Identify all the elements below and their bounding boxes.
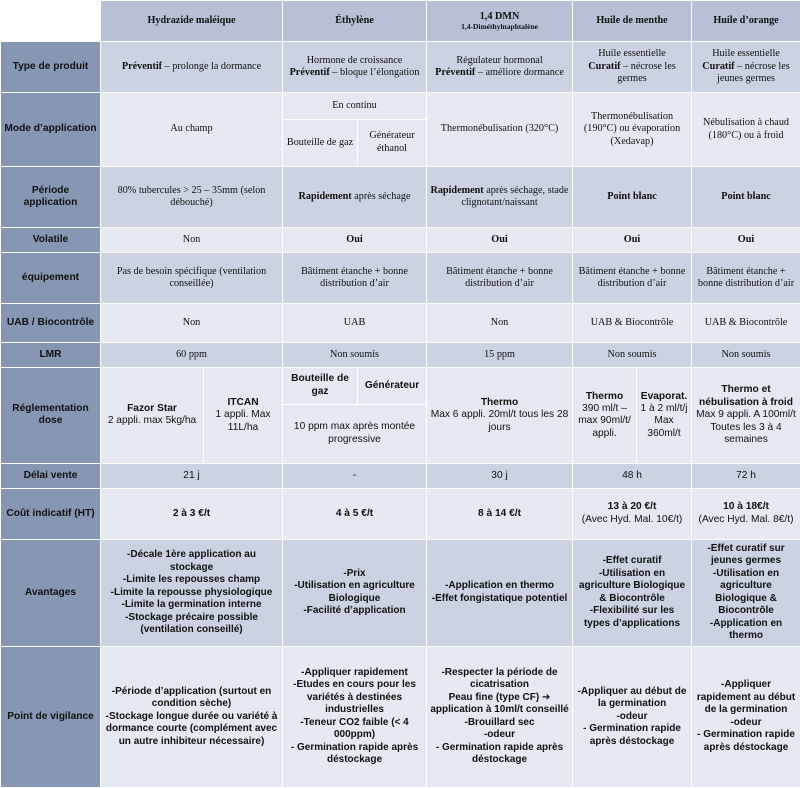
uab-dmn: Non (427, 304, 573, 343)
periode-orange: Point blanc (692, 166, 800, 227)
row-avantages (1, 539, 800, 646)
list-item: -Effet fongistatique potentiel (431, 592, 568, 604)
label-type-produit: Type de produit (1, 41, 101, 92)
lmr-orange: Non soumis (692, 343, 800, 368)
corner-cell (1, 1, 101, 42)
cout-ethylene: 4 à 5 €/t (283, 488, 427, 539)
regl-fazor-title: Fazor Star (127, 403, 177, 415)
label-volatile: Volatile (1, 228, 101, 253)
header-menthe: Huile de menthe (573, 1, 692, 42)
type-menthe-pre: Huile essentielle (598, 48, 666, 60)
equipement-hydrazide: Pas de besoin spécifique (ventilation conseillée) (101, 253, 283, 304)
list-item: -Application en thermo (445, 580, 554, 592)
list-item: -Décale 1ère application au stockage (127, 549, 256, 573)
periode-dmn-bold: Rapidement (430, 184, 484, 196)
list-item: -Utilisation en agriculture Biologique (294, 580, 415, 604)
row-uab (1, 304, 800, 343)
label-reglementation: Réglementation dose (1, 367, 101, 463)
cout-orange-note: (Avec Hyd. Mal. 8€/t) (698, 513, 794, 525)
cout-menthe-value: 13 à 20 €/t (607, 501, 657, 513)
avantages-dmn-list (430, 580, 569, 605)
uab-menthe: UAB & Biocontrôle (573, 304, 692, 343)
row-vigilance (1, 646, 800, 787)
equipement-ethylene: Bâtiment étanche + bonne distribution d’air (283, 253, 427, 304)
list-item: -Limite les repousses champ (122, 574, 261, 585)
row-periode (1, 166, 800, 227)
list-item: -Stockage précaire possible (ventilation conseillé) (125, 611, 258, 635)
list-item: -Effet curatif sur jeunes germes (707, 542, 785, 567)
mode-ethylene-generateur: Générateur éthanol (358, 119, 427, 166)
vigilance-orange-list (695, 679, 797, 754)
label-delai: Délai vente (1, 464, 101, 489)
uab-orange: UAB & Biocontrôle (692, 304, 800, 343)
type-ethylene-bold: Préventif (289, 67, 330, 79)
regl-fazor (101, 367, 204, 463)
mode-hydrazide: Au champ (101, 93, 283, 167)
regl-dmn-body: Max 6 appli. 20ml/t tous les 28 jours (430, 409, 569, 433)
regl-dmn (427, 367, 573, 463)
equipement-menthe: Bâtiment étanche + bonne distribution d’air (573, 253, 692, 304)
regl-fazor-body: 2 appli. max 5kg/ha (107, 415, 197, 427)
list-item: -Flexibilité sur les types d’applications (583, 605, 681, 629)
cout-hydrazide: 2 à 3 €/t (101, 488, 283, 539)
avantages-menthe (573, 539, 692, 646)
vigilance-ethylene-list (286, 667, 423, 767)
header-orange: Huile d’orange (692, 1, 800, 42)
type-dmn-bold: Préventif (435, 67, 476, 79)
mode-orange: Nébulisation à chaud (180°C) ou à froid (692, 93, 800, 167)
list-item: -odeur (483, 729, 516, 741)
regl-menthe-thermo-body: 390 ml/t – max 90ml/t/ appli. (578, 403, 631, 439)
row-equipement (1, 253, 800, 304)
list-item: Peau fine (type CF) ➔ application à 10ml/t conseillé (430, 691, 569, 716)
type-ethylene-pre: Hormone de croissance (306, 54, 403, 66)
volatile-dmn: Oui (427, 228, 573, 253)
volatile-orange: Oui (692, 228, 800, 253)
regl-orange-title: Thermo et nébulisation à froid (699, 384, 793, 408)
list-item: -Etudes en cours pour les variétés à destinées industrielles (293, 679, 416, 716)
cout-orange-value: 10 à 18€/t (723, 501, 769, 513)
list-item: - Germination rapide après déstockage (435, 741, 564, 766)
vigilance-hydrazide (101, 646, 283, 787)
mode-dmn: Thermonébulisation (320°C) (427, 93, 573, 167)
list-item: -Utilisation en agriculture Biologique & Biocontrôle (712, 567, 780, 617)
vigilance-menthe-list (576, 686, 688, 749)
label-cout: Coût indicatif (HT) (1, 488, 101, 539)
uab-ethylene: UAB (283, 304, 427, 343)
regl-itcan-body: 1 appli. Max 11L/ha (215, 409, 271, 433)
list-item: -odeur (730, 716, 762, 728)
list-item: -Appliquer rapidement au début de la germination (696, 679, 796, 716)
list-item: - Germination rapide après déstockage (697, 729, 795, 753)
type-hydrazide (101, 41, 283, 92)
cout-orange (692, 488, 800, 539)
volatile-menthe: Oui (573, 228, 692, 253)
row-cout (1, 488, 800, 539)
avantages-menthe-list (576, 555, 688, 630)
list-item: -Respecter la période de cicatrisation (441, 666, 558, 691)
list-item: -Limite la repousse physiologique (110, 586, 273, 598)
uab-hydrazide: Non (101, 304, 283, 343)
vigilance-orange (692, 646, 800, 787)
volatile-hydrazide: Non (101, 228, 283, 253)
label-periode: Période application (1, 166, 101, 227)
type-orange-rest: – nécrose les jeunes germes (717, 60, 790, 85)
avantages-orange (692, 539, 800, 646)
list-item: -Limite la germination interne (121, 599, 262, 610)
equipement-orange: Bâtiment étanche + bonne distribution d’air (692, 253, 800, 304)
list-item: -Stockage longue durée ou variété à dormance courte (complément avec un autre inhibiteur nécessaire) (105, 710, 278, 747)
type-menthe-rest: – nécrose les germes (617, 60, 676, 85)
cout-menthe-note: (Avec Hyd. Mal. 10€/t) (581, 513, 683, 525)
list-item: -Teneur CO2 faible (< 4 000ppm) (300, 716, 409, 741)
regl-menthe-evap-body: 1 à 2 ml/t/j Max 360ml/t (640, 403, 688, 439)
list-item: -Application en thermo (709, 617, 783, 642)
delai-dmn: 30 j (427, 464, 573, 489)
type-ethylene (283, 41, 427, 92)
list-item: -Utilisation en agriculture Biologique & Biocontrôle (578, 567, 686, 604)
list-item: -Facilité d’application (303, 605, 406, 617)
lmr-dmn: 15 ppm (427, 343, 573, 368)
regl-dmn-title: Thermo (480, 396, 519, 408)
delai-hydrazide: 21 j (101, 464, 283, 489)
equipement-dmn: Bâtiment étanche + bonne distribution d’air (427, 253, 573, 304)
avantages-hydrazide-list (104, 549, 279, 637)
vigilance-dmn (427, 646, 573, 787)
regl-orange (692, 367, 800, 463)
vigilance-dmn-list (430, 667, 569, 767)
delai-orange: 72 h (692, 464, 800, 489)
cout-dmn: 8 à 14 €/t (427, 488, 573, 539)
vigilance-ethylene (283, 646, 427, 787)
label-lmr: LMR (1, 343, 101, 368)
type-menthe-bold: Curatif (588, 60, 621, 72)
type-dmn (427, 41, 573, 92)
row-volatile (1, 228, 800, 253)
label-uab: UAB / Biocontrôle (1, 304, 101, 343)
regl-itcan-title: ITCAN (227, 396, 259, 408)
header-ethylene: Éthylène (283, 1, 427, 42)
regl-itcan (204, 367, 283, 463)
header-dmn-subtitle: 1,4-Diméthylnaphtalène (461, 22, 538, 32)
regl-menthe-evap-title: Evaporat. (640, 390, 688, 402)
vigilance-menthe (573, 646, 692, 787)
periode-hydrazide: 80% tubercules > 25 – 35mm (selon débouché) (101, 166, 283, 227)
type-hydrazide-bold: Préventif (121, 60, 163, 72)
regl-ethylene-generateur: Générateur (358, 367, 427, 404)
type-dmn-pre: Régulateur hormonal (456, 54, 543, 66)
periode-ethylene-bold: Rapidement (298, 191, 352, 202)
lmr-ethylene: Non soumis (283, 343, 427, 368)
lmr-menthe: Non soumis (573, 343, 692, 368)
regl-ethylene-bouteille: Bouteille de gaz (283, 367, 358, 404)
periode-ethylene (283, 166, 427, 227)
list-item: -Brouillard sec (464, 716, 535, 728)
label-avantages: Avantages (1, 539, 101, 646)
periode-menthe: Point blanc (573, 166, 692, 227)
type-orange (692, 41, 800, 92)
cout-menthe (573, 488, 692, 539)
mode-menthe: Thermonébulisation (190°C) ou évaporation (Xedavap) (573, 93, 692, 167)
list-item: -Prix (343, 567, 366, 579)
mode-ethylene-bouteille: Bouteille de gaz (283, 119, 358, 166)
regl-ethylene-body: 10 ppm max après montée progressive (283, 404, 427, 463)
avantages-ethylene (283, 539, 427, 646)
header-dmn-title: 1,4 DMN (479, 10, 520, 22)
type-dmn-rest: – améliore dormance (475, 67, 564, 79)
vigilance-hydrazide-list (104, 686, 279, 749)
type-orange-bold: Curatif (702, 60, 735, 72)
regl-menthe-evap (637, 367, 692, 463)
regl-orange-body: Max 9 appli. A 100ml/t Toutes les 3 à 4 semaines (696, 409, 796, 446)
list-item: - Germination rapide après déstockage (583, 723, 681, 747)
label-mode-application: Mode d’application (1, 93, 101, 167)
type-hydrazide-rest: – prolonge la dormance (162, 60, 262, 72)
type-ethylene-rest: – bloque l’élongation (329, 67, 420, 79)
label-vigilance: Point de vigilance (1, 646, 101, 787)
type-menthe (573, 41, 692, 92)
row-lmr (1, 343, 800, 368)
delai-menthe: 48 h (573, 464, 692, 489)
header-row (1, 1, 800, 42)
list-item: -Appliquer rapidement (301, 666, 408, 678)
list-item: -Appliquer au début de la germination (577, 685, 687, 710)
regl-menthe-thermo (573, 367, 637, 463)
periode-ethylene-rest: après séchage (351, 191, 411, 202)
type-orange-pre: Huile essentielle (712, 48, 780, 60)
avantages-ethylene-list (286, 568, 423, 618)
row-type-produit (1, 41, 800, 92)
list-item: -odeur (616, 710, 648, 722)
row-reglementation (1, 367, 800, 404)
list-item: -Période d’application (surtout en condition sèche) (111, 685, 272, 710)
avantages-orange-list (695, 543, 797, 643)
row-mode-application (1, 93, 800, 120)
label-equipement: équipement (1, 253, 101, 304)
periode-dmn (427, 166, 573, 227)
list-item: -Effet curatif (602, 555, 662, 567)
mode-ethylene-continu: En continu (283, 93, 427, 120)
avantages-dmn (427, 539, 573, 646)
regl-menthe-thermo-title: Thermo (585, 390, 624, 402)
header-dmn (427, 1, 573, 42)
lmr-hydrazide: 60 ppm (101, 343, 283, 368)
list-item: - Germination rapide après déstockage (290, 741, 419, 766)
avantages-hydrazide (101, 539, 283, 646)
volatile-ethylene: Oui (283, 228, 427, 253)
delai-ethylene: - (283, 464, 427, 489)
header-hydrazide: Hydrazide maléique (101, 1, 283, 42)
periode-dmn-rest: après séchage, stade clignotant/naissant (461, 184, 569, 209)
row-delai (1, 464, 800, 489)
